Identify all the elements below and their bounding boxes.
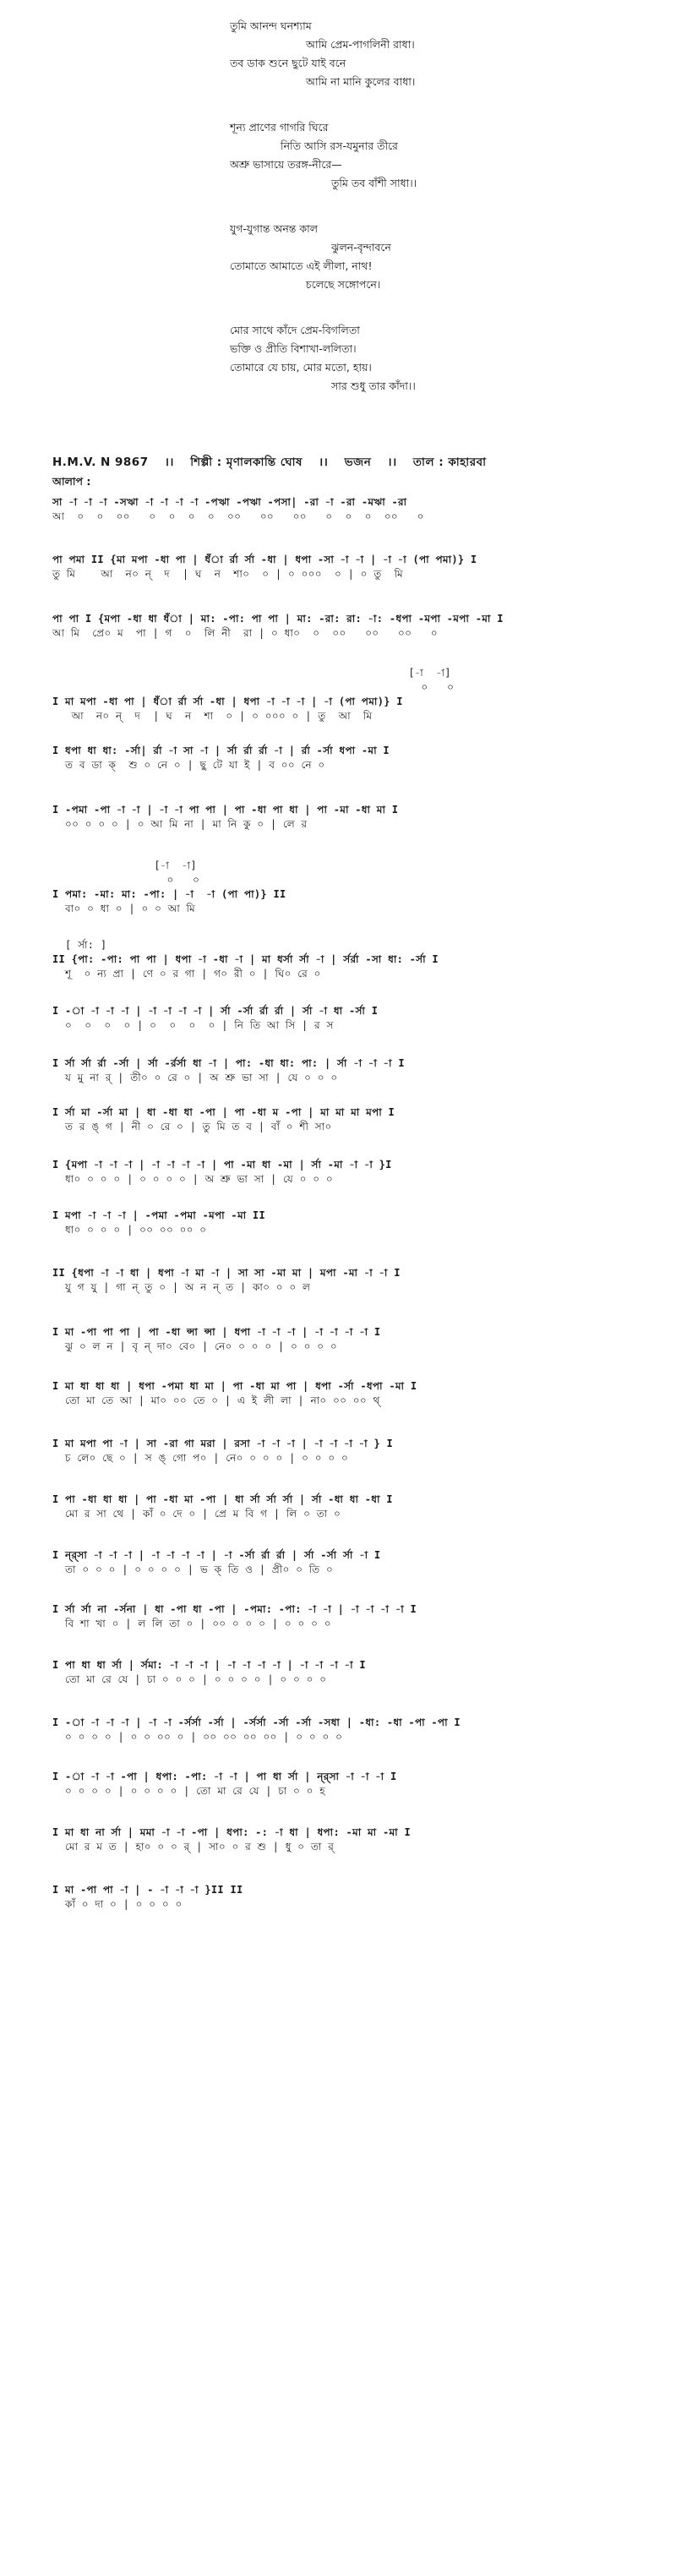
- notation-block: [52, 1004, 657, 1033]
- swara-row: পা পমা II {মা মপা -ধা পা | ধঁা র্রা র্সা -ধা | ধপা -সা -া -া | -া -া (পা পমা)} I: [52, 554, 477, 565]
- notation-block: [52, 1493, 657, 1521]
- lyric-line: তোমারে যে চায়, মোর মতো, হায়।: [230, 361, 372, 374]
- swara-row: I -া -া -া -া | -া -া -র্সর্সা -র্সা | -র্সর্সা -র্সা -র্সা -সধা | -ধা: -ধা -পা -পা I: [52, 1716, 461, 1728]
- separator: ।।: [164, 456, 175, 469]
- notation-block: [52, 1548, 657, 1577]
- swara-row: I -া -া -া -া | -া -া -া -া | র্সা -র্সা র্রা র্রা | র্সা -া ধা -র্সা I: [52, 1005, 379, 1017]
- notation-block: [52, 1266, 657, 1295]
- lyric-line: শূন্য প্রাণের গাগরি ঘিরে: [230, 121, 329, 134]
- lyric-syllable-row: ত ব ডা ক্ শু ০ নে ০ | ছু টে যা ই | ব ০০ নে ০: [52, 759, 325, 771]
- variation-row: ০ ০: [52, 874, 200, 886]
- notation-block: [52, 495, 657, 524]
- lyric-syllable-row: ঝু ০ ল ন | বৃ ন্ দা০ বে০ | নে০ ০ ০ ০ | ০ ০ ০ ০: [52, 1340, 337, 1352]
- variation-row: [-া -া]: [52, 860, 197, 871]
- notation-block: [52, 1602, 657, 1631]
- lyric-syllable-row: আ মি প্রে০ ম পা | গ ০ লি নী রা | ০ ধা০ ০ ০০ ০০ ০০ ০: [52, 627, 438, 639]
- lyric-line: আমি না মানি কুলের বাধা।: [306, 75, 416, 88]
- genre-label: ভজন: [344, 456, 372, 469]
- swara-row: I পা -ধা ধা ধা | পা -ধা মা -পা | ধা র্সা র্সা র্সা | র্সা -ধা ধা -ধা I: [52, 1493, 393, 1505]
- lyric-syllable-row: য মু না র্ | তী০ ০ রে ০ | অ শ্রু ভা সা | যে ০ ০ ০: [52, 1072, 338, 1083]
- swara-row: II {পা: -পা: পা পা | ধপা -া -ধা -া | মা ধর্সা র্সা -া | র্সর্রা -সা ধা: -র্সা I: [52, 953, 439, 965]
- record-header: [52, 453, 661, 472]
- notation-block: [52, 1056, 657, 1085]
- lyric-stanza: [230, 220, 585, 294]
- lyric-line: তুমি তব বাঁশী সাধা।।: [331, 177, 417, 189]
- lyric-syllable-row: মো র সা থে | কাঁ ০ দে ০ | প্রে ম বি গ | লি ০ তা ০: [52, 1508, 341, 1520]
- variation-row: ০ ০: [52, 681, 455, 693]
- notation-block: [52, 1209, 657, 1237]
- lyric-syllable-row: যু গ যু | গা ন্ তু ০ | অ ন ন্ ত | কা০ ০ ০ ল: [52, 1281, 311, 1293]
- notation-block: [52, 1379, 657, 1408]
- lyric-line: তোমাতে আমাতে এই লীলা, নাথ!: [230, 259, 373, 272]
- lyric-stanza: [230, 321, 585, 396]
- separator: ।।: [319, 456, 329, 469]
- swara-row: I মা ধা না র্সা | মমা -া -া -পা | ধপা: -: -া ধা | ধপা: -মা মা -মা I: [52, 1826, 411, 1838]
- swara-row: I মপা -া -া -া | -পমা -পমা -মপা -মা II: [52, 1209, 265, 1221]
- notation-block: [52, 1658, 657, 1687]
- lyric-syllable-row: ০ ০ ০ ০ | ০ ০ ০ ০ | তো মা রে যে | চা ০ ০ হ: [52, 1785, 325, 1797]
- lyric-line: সার শুধু তার কাঁদা।।: [331, 379, 416, 392]
- separator: ।।: [387, 456, 397, 469]
- swara-row: I -পমা -পা -া -া | -া -া পা পা | পা -ধা পা ধা | পা -মা -ধা মা I: [52, 804, 399, 816]
- lyric-line: তুমি আনন্দ ঘনশ্যাম: [230, 19, 312, 32]
- variation-row: [-া -া]: [52, 667, 451, 679]
- notation-block: [52, 1158, 657, 1187]
- lyric-syllable-row: আ ন০ ন্ দ | ঘ ন শা ০ | ০ ০০০ ০ | তু আ মি: [52, 710, 373, 722]
- swara-row: I ন্র্সা -া -া -া | -া -া -া -া | -া -র্সা র্রা র্রা | র্সা -র্সা র্সা -া I: [52, 1549, 381, 1561]
- notation-block: [52, 1105, 657, 1134]
- lyric-syllable-row: ০ ০ ০ ০ | ০ ০ ০০ ০ | ০০ ০০ ০০ ০০ | ০ ০ ০ ০: [52, 1731, 343, 1743]
- lyric-line: আমি প্রেম-পাগলিনী রাধা।: [306, 38, 415, 51]
- lyric-line: ভক্তি ও প্রীতি বিশাখা-ললিতা।: [230, 342, 357, 355]
- swara-row: I ধপা ধা ধা: -র্সা| র্রা -া সা -া | র্সা র্রা র্রা -া | র্রা -র্সা ধপা -মা I: [52, 745, 390, 756]
- swara-row: I পমা: -মা: মা: -পা: | -া -া (পা পা)} II: [52, 888, 286, 900]
- swara-row: সা -া -া -া -সঋা -া -া -া -া -পঋা -পঋা -পসা| -রা -া -রা -মঋা -রা: [52, 496, 407, 508]
- lyric-line: যুগ-যুগান্ত অনন্ত কাল: [230, 222, 319, 235]
- lyric-syllable-row: ০ ০ ০ ০ | ০ ০ ০ ০ | নি তি আ সি | র স: [52, 1019, 334, 1031]
- lyric-syllable-row: তো মা রে যে | চা ০ ০ ০ | ০ ০ ০ ০ | ০ ০ ০ ০: [52, 1673, 327, 1685]
- alap-label: আলাপ :: [52, 475, 91, 488]
- notation-block: [52, 553, 657, 581]
- lyric-syllable-row: বি শা খা ০ | ল লি তা ০ | ০০ ০ ০ ০ | ০ ০ ০ ০: [52, 1618, 331, 1629]
- swara-row: I মা ধা ধা ধা | ধপা -পমা ধা মা | পা -ধা মা পা | ধপা -র্সা -ধপা -মা I: [52, 1380, 417, 1392]
- lyric-syllable-row: শূ ০ ন্য প্রা | ণে ০ র গা | গ০ রী ০ | ঘি০ রে ০: [52, 968, 321, 980]
- swara-row: I র্সা র্সা র্রা -র্সা | র্সা -র্রর্সা ধা -া | পা: -ধা ধা: পা: | র্সা -া -া -া I: [52, 1057, 405, 1069]
- swara-row: I মা -পা পা -া | - -া -া -া }II II: [52, 1884, 243, 1896]
- singer-credit: শিল্পী : মৃণালকান্তি ঘোষ: [190, 456, 303, 469]
- swara-row: I পা ধা ধা র্সা | র্সমা: -া -া -া | -া -া -া -া | -া -া -া -া I: [52, 1659, 366, 1671]
- lyric-syllable-row: ধা০ ০ ০ ০ | ০ ০ ০ ০ | অ শ্রু ভা সা | যে ০ ০ ০: [52, 1173, 333, 1185]
- notation-block: [52, 1883, 657, 1912]
- notation-block: [52, 1716, 657, 1744]
- lyric-line: অশ্রু ভাসায়ে তরঙ্গ-নীরে—: [230, 158, 342, 171]
- notation-block: [52, 666, 657, 723]
- lyric-line: চলেছে সঙ্গোপনে।: [306, 278, 381, 291]
- swara-row: II {ধপা -া -া ধা | ধপা -া মা -া | সা সা -মা মা | মপা -মা -া -া I: [52, 1267, 401, 1279]
- lyric-syllable-row: চ লে০ ছে ০ | স ঙ্ গো প০ | নে০ ০ ০ ০ | ০ ০ ০ ০: [52, 1452, 349, 1464]
- swara-row: I {মপা -া -া -া | -া -া -া -া | পা -মা ধা -মা | র্সা -মা -া -া }I: [52, 1159, 392, 1171]
- notation-block: [52, 1325, 657, 1354]
- lyrics-block: [230, 17, 585, 423]
- swara-row: I -া -া -া -পা | ধপা: -পা: -া -া | পা ধা র্সা | ন্র্সা -া -া -া I: [52, 1771, 397, 1782]
- lyric-syllable-row: আ ০ ০ ০০ ০ ০ ০ ০ ০০ ০০ ০০ ০ ০ ০ ০০ ০: [52, 510, 424, 522]
- lyric-stanza: [230, 118, 585, 193]
- lyric-line: মোর সাথে কাঁদে প্রেম-বিগলিতা: [230, 324, 360, 336]
- lyric-line: নিতি আসি রস-যমুনার তীরে: [281, 139, 398, 152]
- notation-block: [52, 744, 657, 772]
- record-number: H.M.V. N 9867: [52, 456, 149, 469]
- notation-block: [52, 1437, 657, 1465]
- lyric-syllable-row: তু মি আ ন০ ন্ দ | ঘ ন শা০ ০ | ০ ০০০ ০ | ০ তু মি: [52, 568, 403, 580]
- lyric-syllable-row: তো মা তে আ | মা০ ০০ তে ০ | এ ই লী লা | না০ ০০ ০০ থ্: [52, 1394, 380, 1406]
- variation-row: [ র্সা: ]: [52, 939, 107, 951]
- swara-row: I মা মপা -ধা পা | ধঁা র্রা র্সা -ধা | ধপা -া -া -া | -া (পা পমা)} I: [52, 696, 403, 707]
- lyric-syllable-row: ০০ ০ ০ ০ | ০ আ মি না | মা নি কু ০ | লে র: [52, 818, 308, 830]
- swara-row: I মা মপা পা -া | সা -রা গা মরা | রসা -া -া -া | -া -া -া -া } I: [52, 1438, 394, 1449]
- lyric-syllable-row: বা০ ০ ধা ০ | ০ ০ আ মি: [52, 903, 195, 914]
- tala-label: তাল : কাহারবা: [412, 456, 487, 469]
- lyric-syllable-row: ত র ঙ্ গ | নী ০ রে ০ | তু মি ত ব | বাঁ ০ শী সা০: [52, 1121, 332, 1132]
- notation-block: [52, 938, 657, 981]
- lyric-syllable-row: কাঁ ০ দা ০ | ০ ০ ০ ০: [52, 1898, 183, 1910]
- swara-row: I মা -পা পা পা | পা -ধা ন্সা ন্সা | ধপা -া -া -া | -া -া -া -া I: [52, 1326, 381, 1338]
- swara-row: I র্সা মা -র্সা মা | ধা -ধা ধা -পা | পা -ধা ম -পা | মা মা মা মপা I: [52, 1106, 395, 1118]
- lyric-syllable-row: মো র ম ত | হা০ ০ ০ র্ | সা০ ০ র শু | ধু ০ তা র্: [52, 1841, 335, 1853]
- lyric-syllable-row: ধা০ ০ ০ ০ | ০০ ০০ ০০ ০: [52, 1224, 207, 1236]
- notation-block: [52, 612, 657, 641]
- notation-block: [52, 859, 657, 916]
- lyric-stanza: [230, 17, 585, 91]
- notation-block: [52, 803, 657, 832]
- lyric-line: ঝুলন-বৃন্দাবনে: [331, 241, 391, 254]
- notation-block: [52, 1770, 657, 1798]
- swara-row: I র্সা র্সা না -র্সনা | ধা -পা ধা -পা | -পমা: -পা: -া -া | -া -া -া -া I: [52, 1603, 417, 1615]
- lyric-syllable-row: তা ০ ০ ০ | ০ ০ ০ ০ | ভ ক্ তি ও | প্রী০ ০ তি ০: [52, 1564, 334, 1575]
- lyric-line: তব ডাক শুনে ছুটে যাই বনে: [230, 57, 346, 69]
- notation-block: [52, 1826, 657, 1854]
- swara-row: পা পা I {মপা -ধা ধা ধঁা | মা: -পা: পা পা | মা: -রা: রা: -া: -ধপা -মপা -মপা -মা I: [52, 613, 504, 625]
